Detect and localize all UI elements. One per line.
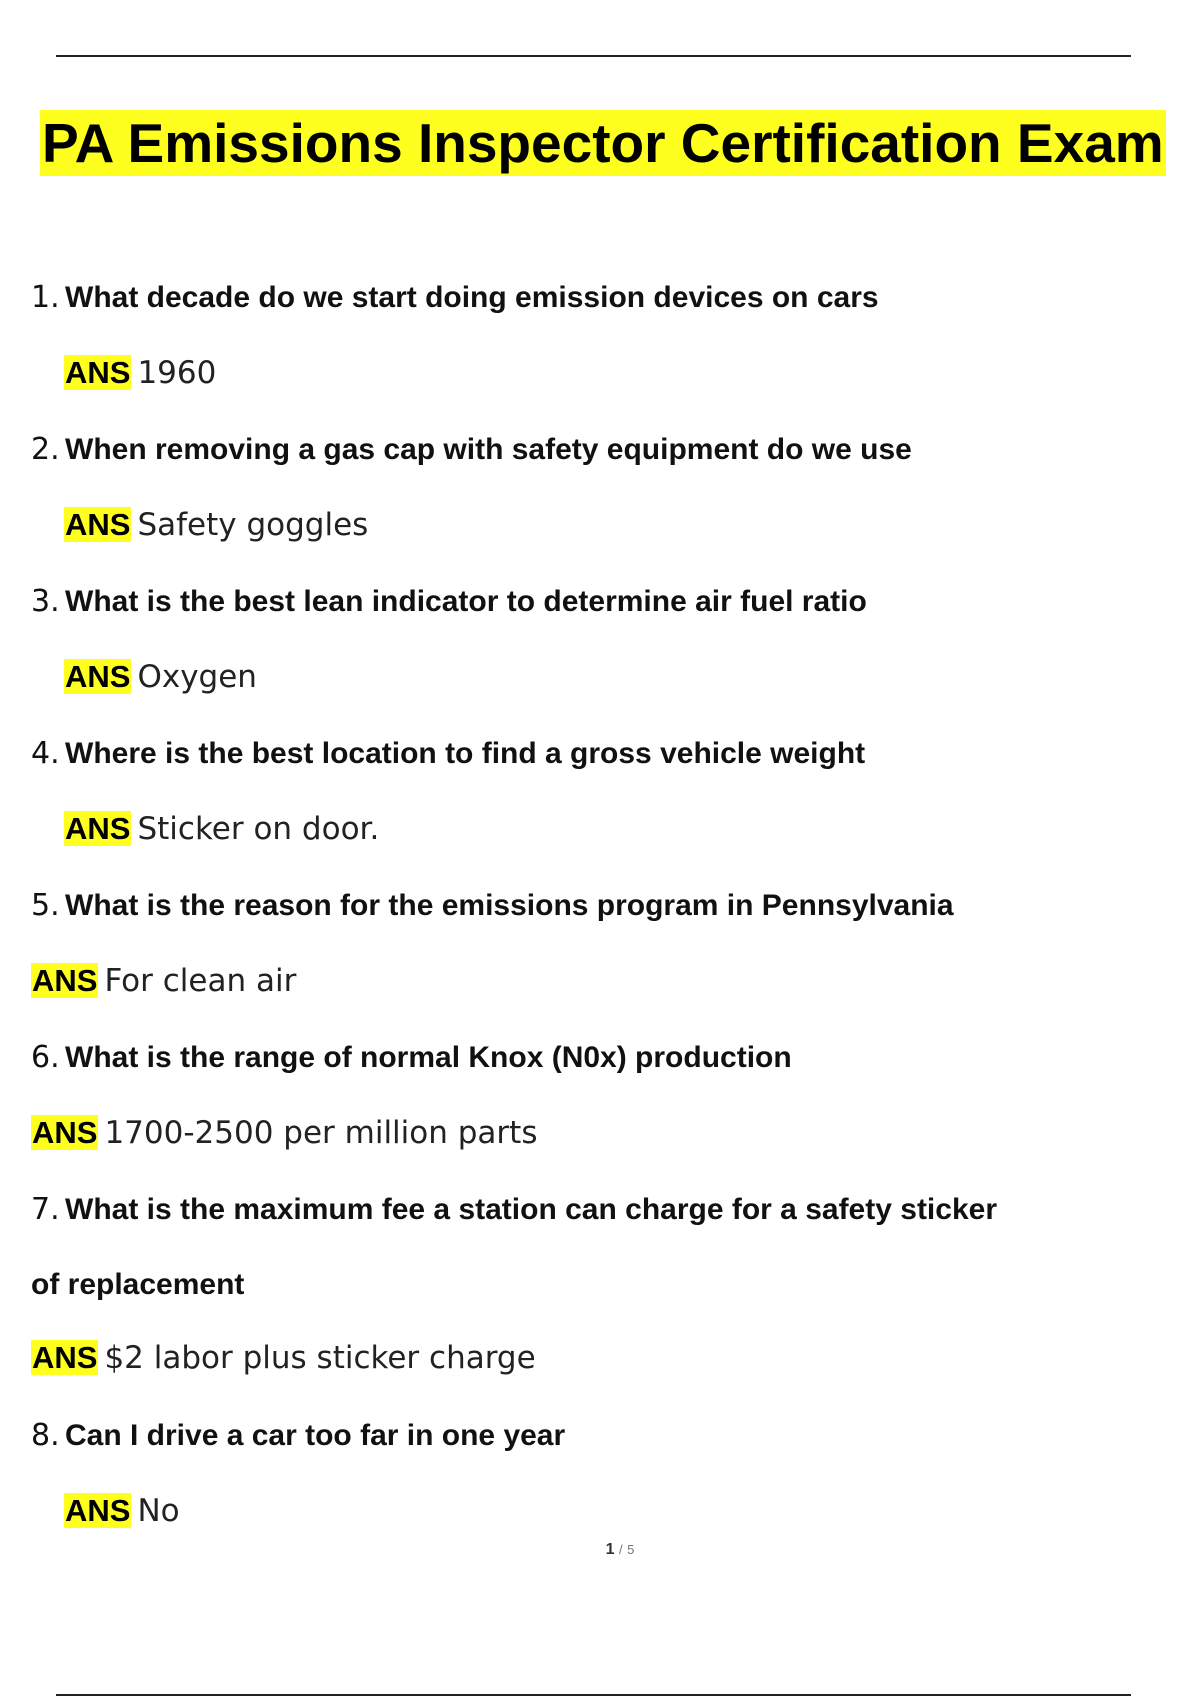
question-8 xyxy=(31,1418,565,1454)
question-text: What is the maximum fee a station can charge for a safety sticker xyxy=(65,1193,997,1226)
question-text: When removing a gas cap with safety equipment do we use xyxy=(65,433,912,466)
answer-7 xyxy=(31,1339,536,1377)
answer-tag: ANS xyxy=(32,1115,98,1150)
question-text: What is the reason for the emissions program in Pennsylvania xyxy=(65,889,954,922)
question-5 xyxy=(31,888,954,924)
answer-text: 1700-2500 per million parts xyxy=(104,1115,538,1151)
answer-tag: ANS xyxy=(32,1340,98,1375)
question-6 xyxy=(31,1040,792,1076)
question-text: Where is the best location to find a gross vehicle weight xyxy=(65,737,866,770)
question-1 xyxy=(31,280,879,316)
question-3 xyxy=(31,584,867,620)
question-number: 2. xyxy=(31,432,60,467)
question-number: 7. xyxy=(31,1192,60,1227)
question-number: 5. xyxy=(31,888,60,923)
question-number: 1. xyxy=(31,280,60,315)
answer-text: Sticker on door. xyxy=(137,811,380,847)
answer-text: Safety goggles xyxy=(137,507,369,543)
answer-text: Oxygen xyxy=(137,659,257,695)
page-separator: / xyxy=(619,1542,623,1557)
page-indicator xyxy=(0,1541,1200,1559)
question-4 xyxy=(31,736,865,772)
answer-tag: ANS xyxy=(32,963,98,998)
answer-tag: ANS xyxy=(65,507,131,542)
question-number: 6. xyxy=(31,1040,60,1075)
answer-3 xyxy=(64,658,257,696)
answer-5 xyxy=(31,962,296,1000)
answer-8 xyxy=(64,1492,180,1530)
answer-tag: ANS xyxy=(65,1493,131,1528)
answer-tag: ANS xyxy=(65,659,131,694)
question-text: What is the best lean indicator to determine air fuel ratio xyxy=(65,585,867,618)
question-7 xyxy=(31,1192,997,1228)
answer-tag: ANS xyxy=(65,811,131,846)
question-text: Can I drive a car too far in one year xyxy=(65,1419,566,1452)
answer-text: No xyxy=(137,1493,180,1529)
answer-text: For clean air xyxy=(104,963,297,999)
question-number: 3. xyxy=(31,584,60,619)
answer-text: 1960 xyxy=(137,355,217,391)
document-title: PA Emissions Inspector Certification Exam xyxy=(42,112,1164,174)
question-text: What decade do we start doing emission devices on cars xyxy=(65,281,879,314)
question-text: What is the range of normal Knox (N0x) production xyxy=(65,1041,792,1074)
answer-4 xyxy=(64,810,379,848)
answer-tag: ANS xyxy=(65,355,131,390)
question-7-continued: of replacement xyxy=(31,1268,245,1301)
question-number: 4. xyxy=(31,736,60,771)
answer-text: $2 labor plus sticker charge xyxy=(104,1340,536,1376)
total-pages: 5 xyxy=(627,1542,635,1557)
answer-6 xyxy=(31,1114,537,1152)
question-number: 8. xyxy=(31,1418,60,1453)
current-page: 1 xyxy=(605,1541,615,1558)
bottom-divider xyxy=(56,1694,1131,1696)
answer-1 xyxy=(64,354,216,392)
answer-2 xyxy=(64,506,368,544)
top-divider xyxy=(56,55,1131,57)
question-2 xyxy=(31,432,912,468)
